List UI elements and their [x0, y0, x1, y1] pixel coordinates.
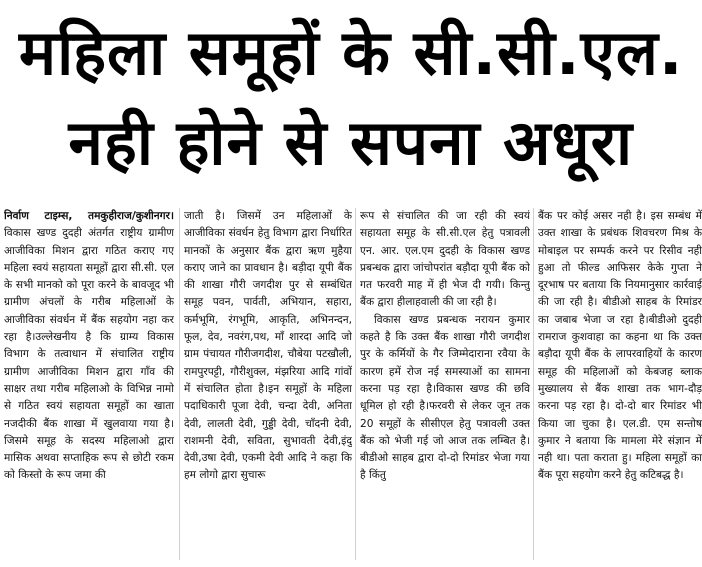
column-4-paragraph: बैंक पर कोई असर नही है। इस सम्बंध में उक्त शाखा के प्रबंधक शिवचरण मिश्र के मोबाइल पर सम्पर्क करने पर रिसीव नही हुआ तो फील्ड आफिसर केके गुप्ता ने दूरभाष पर बताया कि नियमानुसार कार्रवाई की जा रही है। बीडीओ साहब के रिमांडर का जबाब भेजा ज रहा है।बीडीओ दुदही रामराज कुशवाहा का कहना था कि उक्त बड़ौदा यूपी बैंक के लापरवाहियों के कारण समूह की महिलाओं को केबजह ब्लाक मुख्यालय से बैंक शाखा तक भाग-दौड़ करना पड़ रहा है। दो-दो बार रिमांडर भी किया जा चुका है। एल.डी. एम सन्तोष कुमार ने बताया कि मामला मेरे संज्ञान में नही था। पता कराता हु। महिला समूहों का बैंक पूरा सहयोग करने हेतु कटिबद्ध है। — [538, 210, 702, 482]
column-1-text: विकास खण्ड दुदही अंतर्गत राष्ट्रीय ग्रामीण आजीविका मिशन द्वारा गठित कराए गए महिला स्वयं सहायता समूहों द्वारा सी.सी. एल के सभी मानको को पूरा करने के बावजूद भी ग्रामीण अंचलों के गरीब महिलाओं के आजीविका संवर्धन में बैंक सहयोग नहा कर रहा है।उल्लेखनीय है कि ग्राम्य विकास विभाग के तत्वाधान में संचालित राष्ट्रीय ग्रामीण आजीविका मिशन द्वारा गाँव की साक्षर तथा गरीब महिलाओ के विभिन्न नामो से गठित स्वयं सहायता समूहों का खाता नजदीकी बैंक शाखा में खुलवाया गया है।जिसमे समूह के सदस्य महिलाओ द्वारा मासिक अथवा सप्ताहिक रूप से छोटी रकम को किस्तो के रूप जमा की — [4, 227, 174, 482]
article-column-2 — [184, 208, 352, 564]
column-divider — [533, 208, 534, 560]
article-column-3 — [360, 208, 530, 564]
column-2-paragraph: जाती है। जिसमें उन महिलाओं के आजीविका संवर्धन हेतु विभाग द्वारा निर्धारित मानकों के अनुसार बैंक द्वारा ऋण मुहैया कराए जाने का प्रावधान है। बड़ीदा यूपी बैंक की शाखा गौरी जगदीश पुर से सम्बंधित समूह पवन, पार्वती, अभियान, सहारा, कर्मभूमि, रंगभूमि, आकृति, अभिनन्दन, फूल, देव, नवरंग,पथ, माँ शारदा आदि जो ग्राम पंचायत गौरीजगदीश, चौबेया पटखौली, रामपुरपट्टी, गौरीशुक्ल, मंझरिया आदि गांवों में संचालित होता है।इन समूहों के महिला पदाधिकारी पूजा देवी, चन्दा देवी, अनिता देवी, लालती देवी, गुड्डी देवी, चाँदनी देवी, राशमनी देवी, सविता, सुभावती देवी,इंदु देवी,उषा देवी, एकमी देवी आदि ने कहा कि हम लोगो द्वारा सुचारू — [184, 210, 352, 482]
column-1-paragraph — [4, 208, 174, 485]
column-3-paragraph-1: रूप से संचालित की जा रही की स्वयं सहायता समूह के सी.सी.एल हेतु पत्रावली एन. आर. एल.एम दुदही के विकास खण्ड प्रबन्धक द्वारा जांचोपरांत बड़ौदा यूपी बैंक को गत फरवरी माह में ही भेज दी गयी। किन्तु बैंक द्वारा हीलाहवाली की जा रही है। — [360, 210, 530, 309]
column-divider — [179, 208, 180, 560]
column-3-paragraph-2: विकास खण्ड प्रबन्धक नरायन कुमार कहते है कि उक्त बैंक शाखा गौरी जगदीश पुर के कर्मियों के गैर जिम्मेदाराना रवैया के कारण हमें रोज नई समस्याओं का सामना करना पड़ रहा है।विकास खण्ड की छवि धूमिल हो रही है।फरवरी से लेकर जून तक 20 समूहों के सीसीएल हेतु पत्रावली उक्त बैंक को भेजी गई जो आज तक लम्बित है। बीडीओ साहब द्वारा दो-दो रिमांडर भेजा गया है किंतु — [360, 313, 530, 482]
article-column-4 — [538, 208, 702, 564]
byline: निर्वाण टाइम्स, तमकुहीराज/कुशीनगर। — [4, 210, 174, 222]
headline-line-2: नही होने से सपना अधूरा — [68, 106, 634, 179]
headline-line-1: महिला समूहों के सी.सी.एल. — [19, 16, 684, 89]
article-column-1 — [4, 208, 174, 564]
column-divider — [355, 208, 356, 560]
